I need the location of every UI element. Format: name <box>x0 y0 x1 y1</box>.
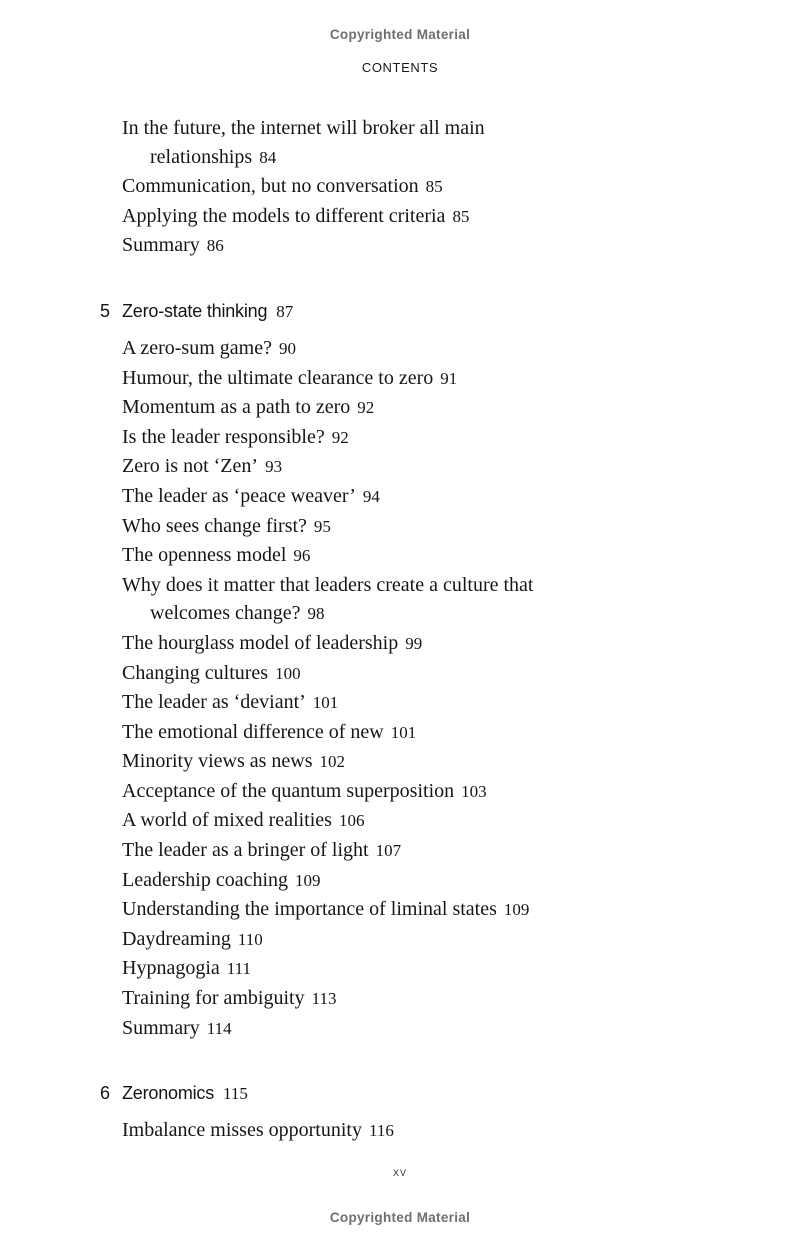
entry-page-number: 95 <box>313 516 331 536</box>
toc-entry <box>122 954 608 984</box>
entry-title: Applying the models to different criteria <box>122 204 446 227</box>
chapter-heading <box>100 1078 660 1109</box>
entry-title: A zero-sum game? <box>122 336 272 359</box>
entry-list <box>100 334 660 1043</box>
entry-title: The leader as ‘peace weaver’ <box>122 484 356 507</box>
entry-page-number: 114 <box>206 1018 232 1038</box>
toc-entry <box>122 202 608 232</box>
entry-page-number: 113 <box>311 989 337 1009</box>
entry-page-number: 111 <box>226 959 252 979</box>
entry-title: Is the leader responsible? <box>122 425 325 448</box>
entry-page-number: 86 <box>206 236 224 256</box>
entry-page-number: 94 <box>362 486 380 506</box>
entry-title: Summary <box>122 234 200 257</box>
entry-title: The leader as a bringer of light <box>122 839 369 862</box>
entry-title: Hypnagogia <box>122 957 220 980</box>
toc-entry <box>122 659 608 689</box>
toc-section <box>100 296 660 1043</box>
toc-entry <box>122 806 608 836</box>
entry-page-number: 85 <box>452 206 470 226</box>
entry-page-number: 96 <box>293 546 311 566</box>
entry-page-number: 91 <box>440 368 458 388</box>
toc-entry <box>122 836 608 866</box>
toc-entry <box>122 777 608 807</box>
entry-page-number: 85 <box>425 177 443 197</box>
toc-entry <box>122 718 608 748</box>
entry-page-number: 101 <box>312 693 339 713</box>
toc-section <box>100 1078 660 1146</box>
chapter-title: Zeronomics <box>122 1083 215 1104</box>
toc-entry <box>122 1116 608 1146</box>
entry-title: In the future, the internet will broker all main relationships <box>122 117 485 168</box>
toc-entry <box>122 688 608 718</box>
entry-page-number: 98 <box>307 604 325 624</box>
toc-entry <box>122 393 608 423</box>
chapter-page-number: 115 <box>223 1084 248 1104</box>
entry-title: Communication, but no conversation <box>122 175 419 198</box>
page-number: xv <box>392 1164 407 1179</box>
entry-page-number: 107 <box>375 841 402 861</box>
entry-title: Acceptance of the quantum superposition <box>122 779 455 802</box>
toc-entry <box>122 231 608 261</box>
entry-page-number: 92 <box>331 427 349 447</box>
entry-list <box>100 114 660 261</box>
toc-entry <box>122 747 608 777</box>
copyright-notice-top: Copyrighted Material <box>329 27 471 42</box>
entry-title: Summary <box>122 1016 200 1039</box>
entry-page-number: 99 <box>405 633 423 653</box>
entry-page-number: 90 <box>278 338 296 358</box>
entry-title: A world of mixed realities <box>122 809 332 832</box>
entry-title: Imbalance misses opportunity <box>122 1119 362 1142</box>
table-of-contents <box>100 114 660 1146</box>
toc-entry <box>122 114 608 172</box>
entry-title: Training for ambiguity <box>122 987 305 1010</box>
toc-entry <box>122 172 608 202</box>
entry-title: Why does it matter that leaders create a culture that welcomes change? <box>122 573 534 625</box>
entry-title: Humour, the ultimate clearance to zero <box>122 366 434 389</box>
toc-entry <box>122 512 608 542</box>
entry-title: The leader as ‘deviant’ <box>122 691 306 714</box>
page-title: CONTENTS <box>361 60 439 75</box>
entry-page-number: 84 <box>259 147 277 167</box>
entry-title: Leadership coaching <box>122 868 289 891</box>
entry-title: Changing cultures <box>122 661 269 684</box>
entry-page-number: 110 <box>237 929 263 949</box>
toc-entry <box>122 925 608 955</box>
entry-title: The openness model <box>122 544 287 567</box>
entry-page-number: 101 <box>390 722 417 742</box>
entry-page-number: 106 <box>338 811 365 831</box>
entry-page-number: 109 <box>503 900 530 920</box>
chapter-number: 6 <box>100 1083 110 1104</box>
copyright-notice-bottom: Copyrighted Material <box>329 1210 471 1225</box>
entry-title: Momentum as a path to zero <box>122 396 351 419</box>
toc-entry <box>122 423 608 453</box>
chapter-number: 5 <box>100 300 110 321</box>
toc-entry <box>122 334 608 364</box>
entry-title: Understanding the importance of liminal states <box>122 898 497 921</box>
entry-page-number: 102 <box>319 752 346 772</box>
toc-entry <box>122 364 608 394</box>
toc-entry <box>122 571 608 629</box>
entry-page-number: 116 <box>368 1121 394 1141</box>
entry-title: Minority views as news <box>122 750 313 773</box>
chapter-page-number: 87 <box>276 301 294 321</box>
toc-entry <box>122 1014 608 1044</box>
toc-entry <box>122 629 608 659</box>
entry-page-number: 92 <box>357 398 375 418</box>
entry-title: Zero is not ‘Zen’ <box>122 455 259 478</box>
toc-entry <box>122 452 608 482</box>
entry-page-number: 93 <box>265 457 283 477</box>
entry-page-number: 109 <box>295 870 321 890</box>
entry-list <box>100 1116 660 1146</box>
entry-page-number: 100 <box>275 663 301 683</box>
toc-entry <box>122 984 608 1014</box>
entry-title: The emotional difference of new <box>122 720 384 743</box>
chapter-heading <box>100 296 660 327</box>
entry-page-number: 103 <box>461 781 487 801</box>
entry-title: Who sees change first? <box>122 514 307 537</box>
toc-section <box>100 114 660 261</box>
toc-entry <box>122 541 608 571</box>
toc-entry <box>122 866 608 896</box>
toc-entry <box>122 482 608 512</box>
entry-title: The hourglass model of leadership <box>122 631 399 654</box>
toc-entry <box>122 895 608 925</box>
chapter-title: Zero-state thinking <box>122 300 268 321</box>
entry-title: Daydreaming <box>122 927 231 950</box>
